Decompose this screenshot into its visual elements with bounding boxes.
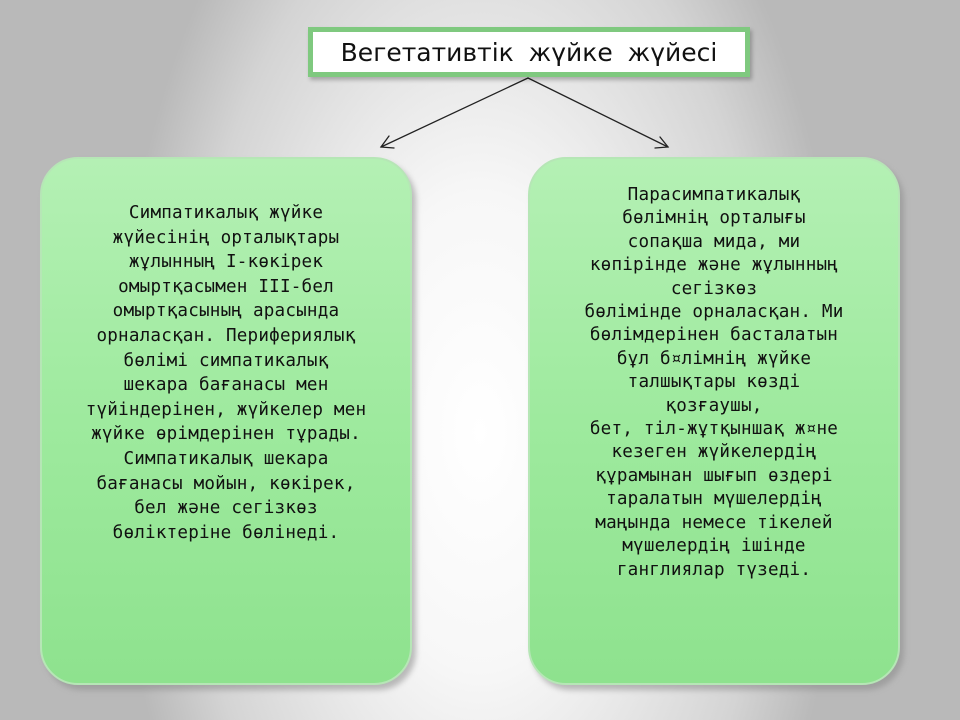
arrow-to-left-panel [381, 78, 528, 147]
parasympathetic-line: таралатын мүшелердің [606, 489, 822, 510]
sympathetic-line: жүйесінің орталықтары [112, 227, 340, 248]
sympathetic-line: бағанасы мойын, көкірек, [96, 473, 356, 494]
parasympathetic-line: мүшелердің ішінде [622, 536, 806, 557]
sympathetic-line: орналасқан. Перифериялық [96, 325, 356, 346]
parasympathetic-line: кезеген жүйкелердің [611, 442, 817, 463]
parasympathetic-line: маңында немесе тікелей [595, 512, 833, 533]
parasympathetic-line: Парасимпатикалық [627, 185, 801, 205]
sympathetic-line: жұлынның I-көкірек [128, 252, 324, 273]
arrow-to-right-panel [528, 78, 668, 147]
title-box [308, 27, 750, 77]
parasympathetic-line: бет, тіл-жұтқыншақ ж¤не [589, 419, 839, 440]
sympathetic-line: түйіндерінен, жүйкелер мен [85, 399, 367, 420]
parasympathetic-line: құрамынан шығып өздері [595, 465, 833, 486]
parasympathetic-line: ганглиялар түзеді. [616, 559, 812, 580]
slide-title: Вегетативтік жүйке жүйесі [340, 37, 718, 67]
sympathetic-line: бел және сегізкөз [134, 498, 318, 519]
sympathetic-line: Симпатикалық жүйке [128, 203, 324, 223]
parasympathetic-line: сегізкөз [670, 278, 758, 299]
sympathetic-line: Симпатикалық шекара [123, 448, 329, 469]
parasympathetic-line: қозғаушы, [665, 395, 763, 416]
sympathetic-line: бөліктеріне бөлінеді. [112, 522, 340, 543]
parasympathetic-line: сопақша мида, ми [627, 231, 801, 252]
sympathetic-line: шекара бағанасы мен [123, 375, 329, 396]
parasympathetic-text [584, 184, 843, 582]
sympathetic-text [86, 201, 367, 545]
sympathetic-line: омыртқасымен III-бел [118, 276, 334, 297]
sympathetic-panel [40, 157, 412, 685]
parasympathetic-panel [528, 157, 900, 685]
arrowhead-left [381, 136, 394, 148]
arrowhead-right [655, 137, 668, 148]
parasympathetic-line: көпірінде және жұлынның [589, 255, 839, 276]
sympathetic-line: бөлімі симпатикалық [123, 350, 329, 371]
parasympathetic-line: талшықтары көзді [627, 372, 801, 393]
parasympathetic-line: бөлімінде орналасқан. Ми [584, 302, 844, 323]
sympathetic-line: жүйке өрімдерінен тұрады. [91, 424, 361, 445]
parasympathetic-line: бөлімнің орталығы [622, 208, 806, 229]
parasympathetic-line: бұл б¤лімнің жүйке [616, 348, 812, 369]
parasympathetic-line: бөлімдерінен басталатын [589, 325, 839, 346]
sympathetic-line: омыртқасының арасында [112, 301, 340, 322]
